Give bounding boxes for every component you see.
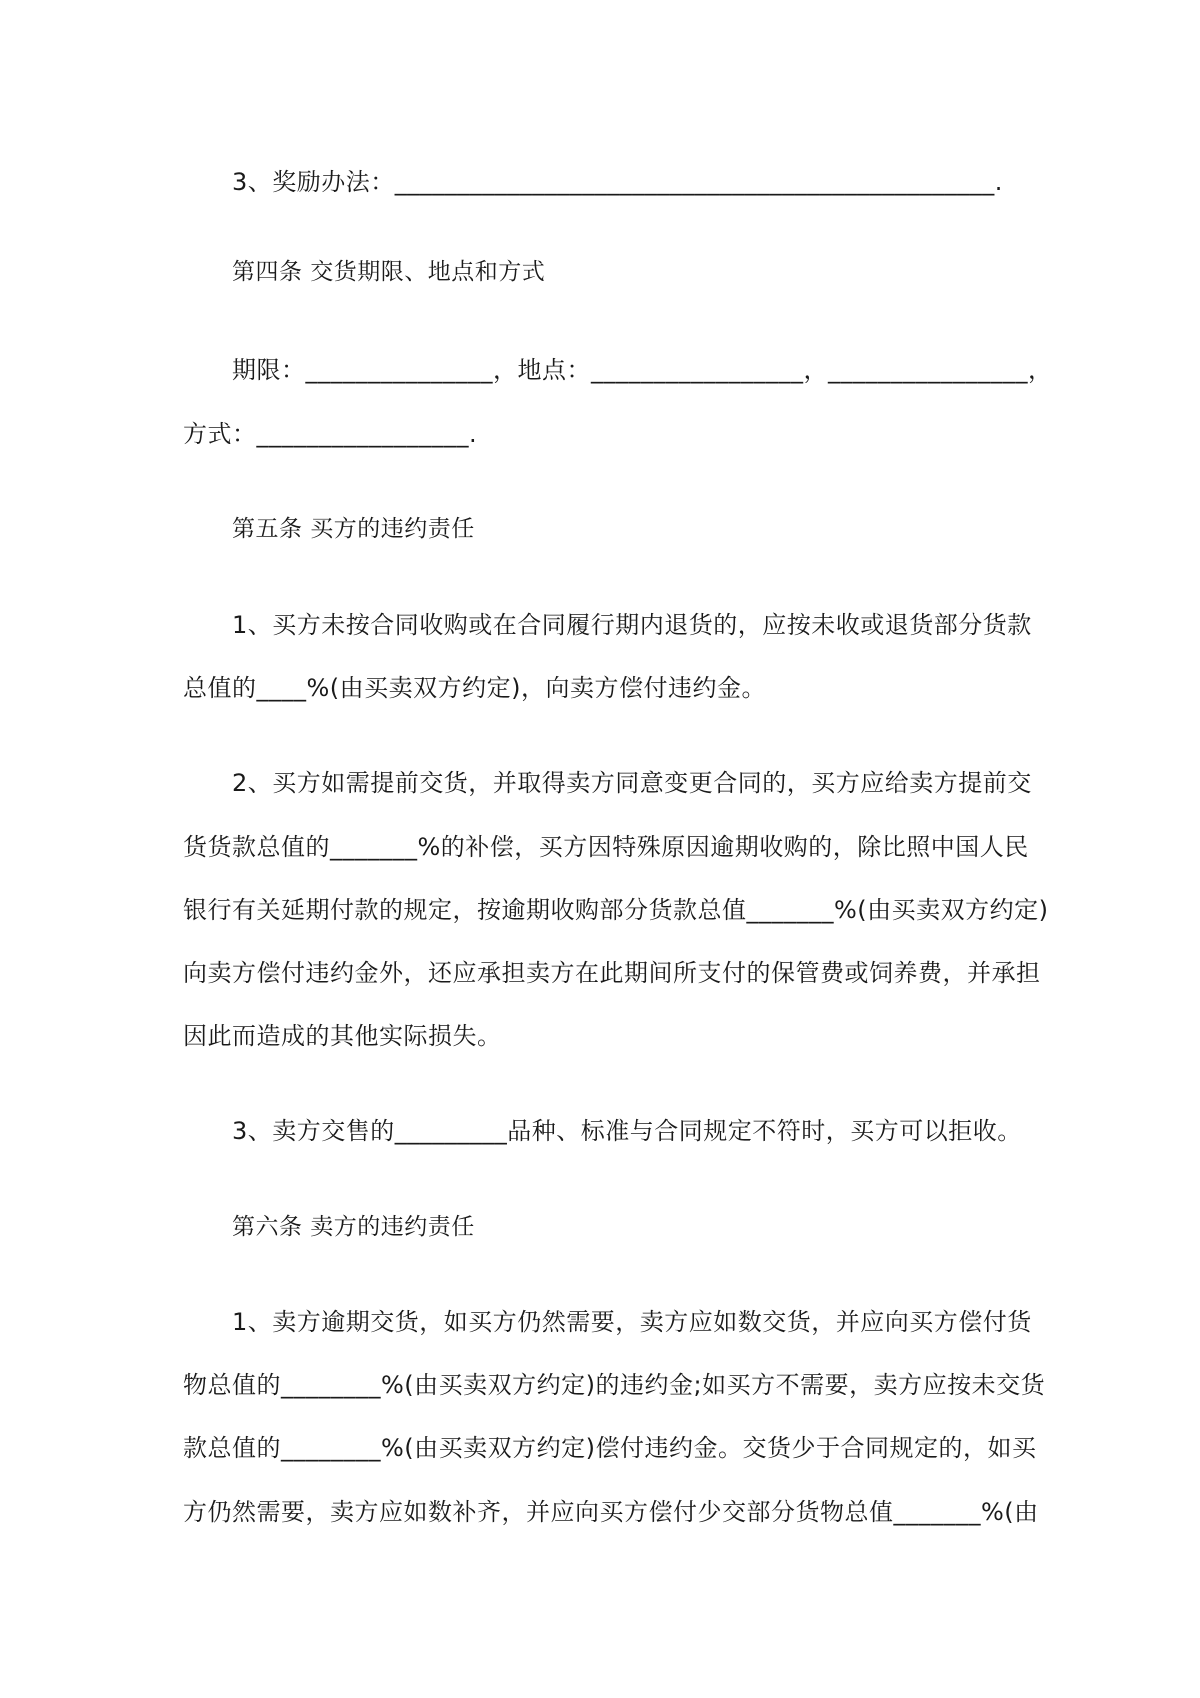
article5-item2-line-2: 货货款总值的_______%的补偿，买方因特殊原因逾期收购的，除比照中国人民 xyxy=(183,833,1029,861)
reward-method-line: 3、奖励办法：________________________________________________. xyxy=(232,168,1003,196)
article5-heading: 第五条 买方的违约责任 xyxy=(232,516,475,542)
article6-item1-line-2: 物总值的________%(由买卖双方约定)的违约金;如买方不需要，卖方应按未交货 xyxy=(183,1371,1046,1399)
article6-item1-line-3: 款总值的________%(由买卖双方约定)偿付违约金。交货少于合同规定的，如买 xyxy=(183,1434,1037,1462)
article5-item2-line-1: 2、买方如需提前交货，并取得卖方同意变更合同的，买方应给卖方提前交 xyxy=(232,769,1032,797)
article5-item2-line-5: 因此而造成的其他实际损失。 xyxy=(183,1022,502,1050)
article4-line-1: 期限：_______________，地点：_________________，________________， xyxy=(232,356,1053,384)
article5-item2-line-3: 银行有关延期付款的规定，按逾期收购部分货款总值_______%(由买卖双方约定) xyxy=(183,896,1049,924)
article6-item1-line-1: 1、卖方逾期交货，如买方仍然需要，卖方应如数交货，并应向买方偿付货 xyxy=(232,1308,1032,1336)
article5-item2-line-4: 向卖方偿付违约金外，还应承担卖方在此期间所支付的保管费或饲养费，并承担 xyxy=(183,959,1041,987)
article5-item3: 3、卖方交售的_________品种、标准与合同规定不符时，买方可以拒收。 xyxy=(232,1117,1022,1145)
article5-item1-line-1: 1、买方未按合同收购或在合同履行期内退货的，应按未收或退货部分货款 xyxy=(232,611,1032,639)
article6-item1-line-4: 方仍然需要，卖方应如数补齐，并应向买方偿付少交部分货物总值_______%(由 xyxy=(183,1498,1039,1526)
article4-line-2: 方式：_________________. xyxy=(183,420,478,448)
article6-heading: 第六条 卖方的违约责任 xyxy=(232,1214,475,1240)
article5-item1-line-2: 总值的____%(由买卖双方约定)，向卖方偿付违约金。 xyxy=(183,674,767,702)
article4-heading: 第四条 交货期限、地点和方式 xyxy=(232,259,546,285)
